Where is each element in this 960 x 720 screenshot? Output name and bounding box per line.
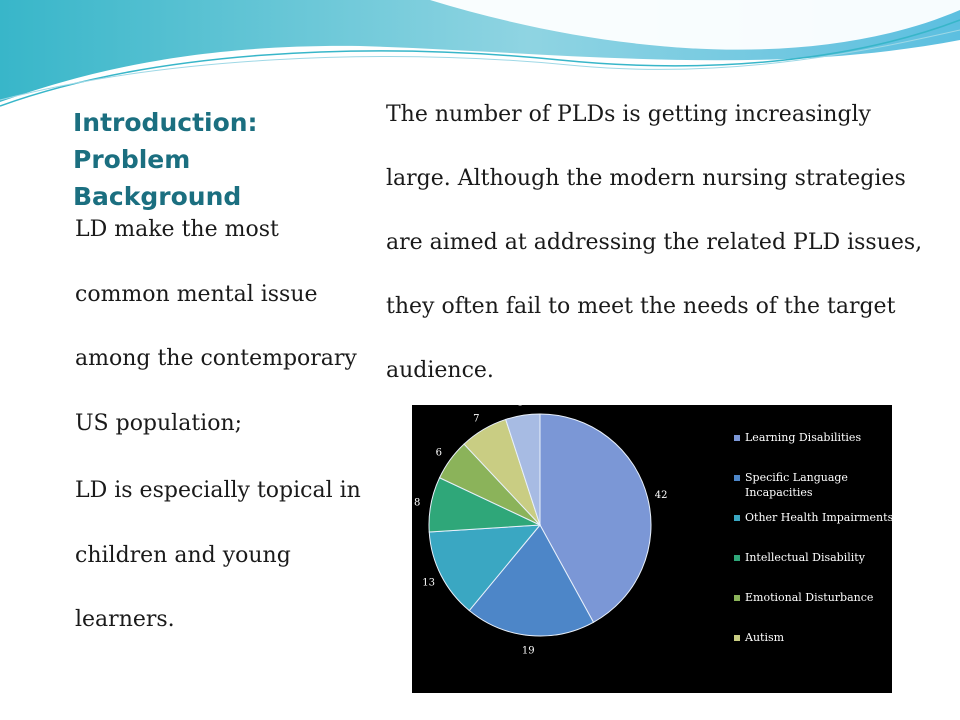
- legend-label: Intellectual Disability: [745, 551, 865, 564]
- legend-swatch: [734, 595, 740, 601]
- title-line-1: Introduction: Problem: [73, 108, 258, 174]
- legend-label: Learning Disabilities: [745, 431, 862, 444]
- left-text-block: [75, 198, 375, 653]
- legend-swatch: [734, 635, 740, 641]
- title-line-2: Background: [73, 182, 242, 211]
- legend-swatch: [734, 555, 740, 561]
- data-label: 8: [414, 497, 421, 509]
- data-label: 7: [473, 413, 480, 425]
- left-paragraph-1: LD make the most common mental issue among the contemporary US population;: [75, 217, 357, 436]
- right-paragraph: The number of PLDs is getting increasingly large. Although the modern nursing strategies are aimed at addressing the related PLD issues, they often fail to meet the needs of the target audience.: [386, 102, 923, 383]
- legend-label: Other Health Impairments: [745, 511, 894, 524]
- legend-label: Autism: [745, 631, 785, 644]
- data-label: 19: [521, 645, 535, 657]
- legend-swatch: [734, 475, 740, 481]
- data-label: 5: [517, 397, 524, 409]
- left-paragraph-2: LD is especially topical in children and young learners.: [75, 478, 361, 632]
- data-label: 6: [435, 447, 443, 459]
- legend-swatch: [734, 435, 740, 441]
- pie-chart: [412, 397, 894, 693]
- legend-label: Specific Language Incapacities: [745, 471, 848, 499]
- data-label: 42: [654, 489, 668, 501]
- legend-swatch: [734, 515, 740, 521]
- data-label: 13: [422, 577, 435, 589]
- legend-label: Emotional Disturbance: [745, 591, 874, 604]
